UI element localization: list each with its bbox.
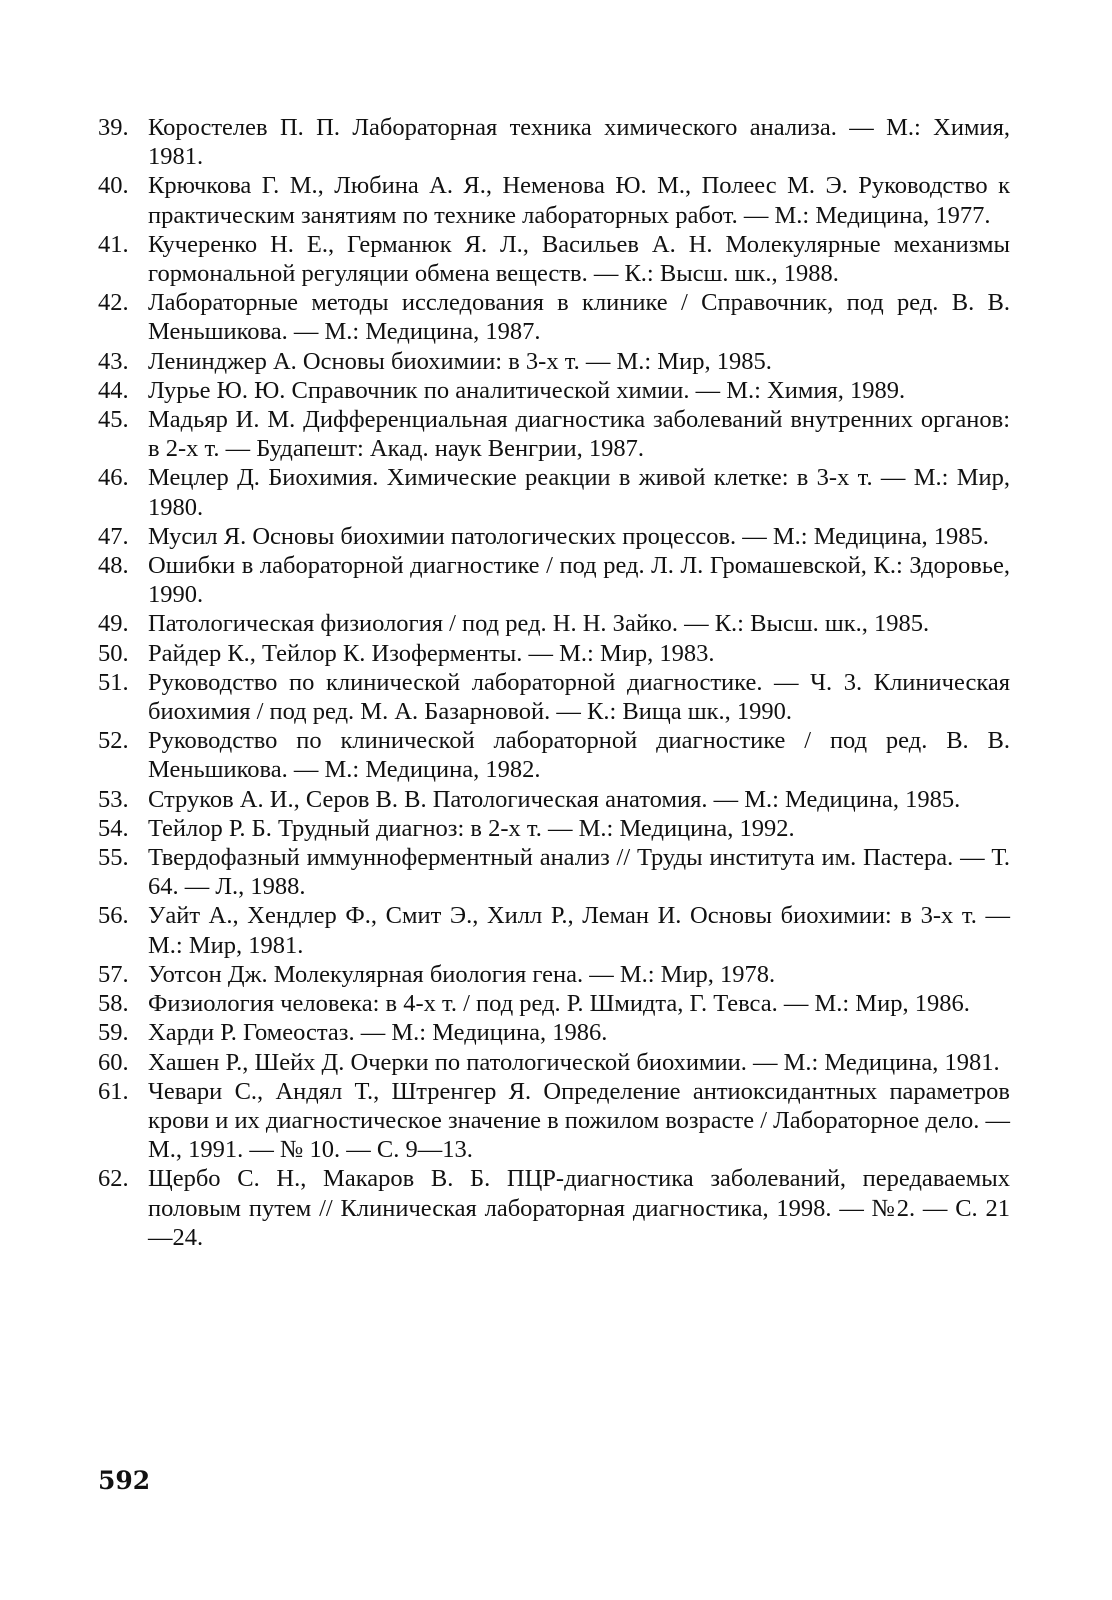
reference-item [98,1018,1010,1047]
reference-text: Хашен Р., Шейх Д. Очерки по патологической биохимии. — М.: Медицина, 1981. [148,1048,1000,1076]
reference-text: Чевари С., Андял Т., Штренгер Я. Определение антиоксидантных параметров крови и их диагностическое значение в пожилом возрасте / Лабораторное дело. — М., 1991. — № 10. — С. 9—13. [148,1077,1010,1164]
reference-number: 48. [98,552,129,580]
reference-text: Харди Р. Гомеостаз. — М.: Медицина, 1986. [148,1019,608,1047]
reference-text: Крючкова Г. М., Любина А. Я., Неменова Ю. М., Полеес М. Э. Руководство к практическим занятиям по технике лабораторных работ. — М.: Медицина, 1977. [148,172,1010,229]
reference-number: 43. [98,347,129,375]
reference-number: 54. [98,814,129,842]
reference-number: 41. [98,230,129,258]
reference-item [98,1048,1010,1077]
reference-number: 51. [98,668,129,696]
reference-item [98,726,1010,784]
reference-text: Тейлор Р. Б. Трудный диагноз: в 2-х т. — М.: Медицина, 1992. [148,814,795,842]
reference-item [98,609,1010,638]
reference-number: 50. [98,639,129,667]
reference-item [98,347,1010,376]
reference-item [98,113,1010,171]
reference-number: 42. [98,289,129,317]
reference-item [98,463,1010,521]
reference-item [98,785,1010,814]
reference-item [98,1164,1010,1252]
reference-item [98,639,1010,668]
reference-number: 40. [98,172,129,200]
reference-item [98,376,1010,405]
reference-text: Лабораторные методы исследования в клинике / Справочник, под ред. В. В. Меньшикова. — М.: Медицина, 1987. [148,289,1010,346]
reference-text: Уайт А., Хендлер Ф., Смит Э., Хилл Р., Леман И. Основы биохимии: в 3-х т. — М.: Мир, 1981. [148,902,1010,959]
reference-number: 57. [98,960,129,988]
reference-item [98,901,1010,959]
reference-item [98,551,1010,609]
reference-item [98,288,1010,346]
reference-number: 39. [98,114,129,141]
reference-list [98,113,1010,1252]
reference-text: Ленинджер А. Основы биохимии: в 3-х т. — М.: Мир, 1985. [148,347,772,375]
reference-text: Мадьяр И. М. Дифференциальная диагностика заболеваний внутренних органов: в 2-х т. — Будапешт: Акад. наук Венгрии, 1987. [148,406,1010,463]
reference-text: Лурье Ю. Ю. Справочник по аналитической химии. — М.: Химия, 1989. [148,376,906,404]
reference-item [98,989,1010,1018]
reference-text: Струков А. И., Серов В. В. Патологическая анатомия. — М.: Медицина, 1985. [148,785,961,813]
reference-number: 52. [98,727,129,755]
reference-item [98,230,1010,288]
reference-item [98,171,1010,229]
reference-number: 60. [98,1048,129,1076]
reference-number: 47. [98,522,129,550]
reference-number: 59. [98,1019,129,1047]
reference-number: 56. [98,902,129,930]
reference-item [98,522,1010,551]
reference-number: 55. [98,844,129,872]
reference-item [98,405,1010,463]
reference-text: Руководство по клинической лабораторной диагностике / под ред. В. В. Меньшикова. — М.: Медицина, 1982. [148,727,1010,784]
reference-text: Ошибки в лабораторной диагностике / под ред. Л. Л. Громашевской, К.: Здоровье, 1990. [148,552,1010,609]
reference-text: Коростелев П. П. Лабораторная техника химического анализа. — М.: Химия, 1981. [148,114,1010,171]
reference-text: Патологическая физиология / под ред. Н. Н. Зайко. — К.: Высш. шк., 1985. [148,610,930,638]
reference-number: 49. [98,610,129,638]
reference-text: Уотсон Дж. Молекулярная биология гена. — М.: Мир, 1978. [148,960,776,988]
reference-number: 62. [98,1165,129,1193]
reference-item [98,668,1010,726]
reference-number: 44. [98,376,129,404]
reference-text: Щербо С. Н., Макаров В. Б. ПЦР-диагностика заболеваний, передаваемых половым путем // Клиническая лабораторная диагностика, 1998. — №2. — С. 21—24. [148,1165,1010,1251]
reference-text: Мецлер Д. Биохимия. Химические реакции в живой клетке: в 3-х т. — М.: Мир, 1980. [148,464,1010,521]
reference-item [98,960,1010,989]
reference-item [98,843,1010,901]
reference-text: Физиология человека: в 4-х т. / под ред. Р. Шмидта, Г. Тевса. — М.: Мир, 1986. [148,990,970,1018]
reference-number: 53. [98,785,129,813]
reference-number: 46. [98,464,129,492]
reference-item [98,1077,1010,1165]
reference-text: Кучеренко Н. Е., Германюк Я. Л., Васильев А. Н. Молекулярные механизмы гормональной регуляции обмена веществ. — К.: Высш. шк., 1988. [148,230,1010,288]
reference-item [98,814,1010,843]
reference-text: Мусил Я. Основы биохимии патологических процессов. — М.: Медицина, 1985. [148,522,989,550]
reference-text: Руководство по клинической лабораторной диагностике. — Ч. 3. Клиническая биохимия / под ред. М. А. Базарновой. — К.: Вища шк., 1990. [148,668,1010,726]
reference-text: Твердофазный иммунноферментный анализ // Труды института им. Пастера. — Т. 64. — Л., 1988. [148,844,1010,901]
page-number: 592 [98,1466,151,1495]
reference-text: Райдер К., Тейлор К. Изоферменты. — М.: Мир, 1983. [148,639,715,667]
reference-number: 45. [98,406,129,434]
reference-number: 61. [98,1077,129,1105]
reference-number: 58. [98,990,129,1018]
